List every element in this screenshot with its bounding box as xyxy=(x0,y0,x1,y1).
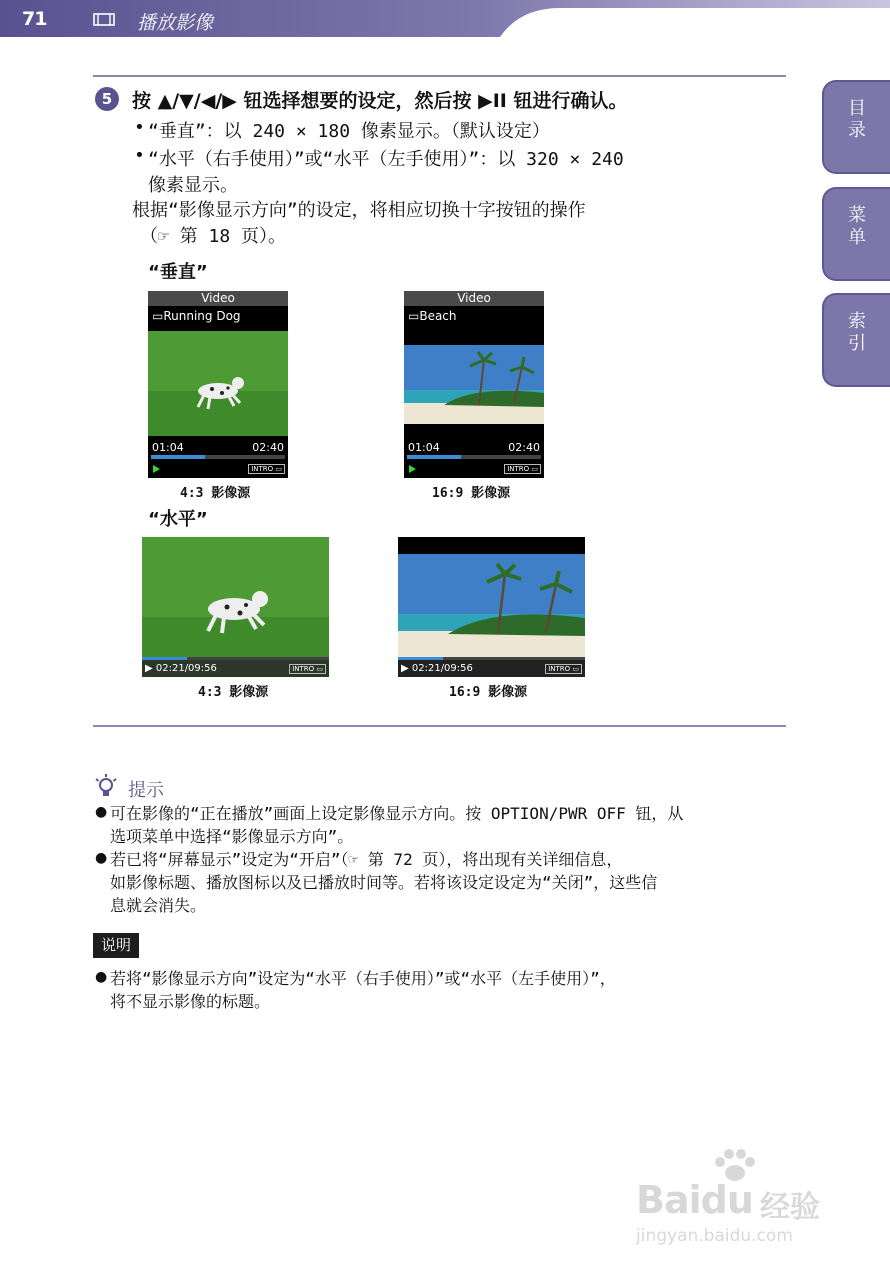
hint-line: 息就会消失。 xyxy=(110,896,207,915)
note-line: 将不显示影像的标题。 xyxy=(110,992,271,1011)
paw-icon xyxy=(712,1148,758,1182)
bullet-dot: ● xyxy=(95,969,108,985)
page-reference-link[interactable]: （☞ 第 18 页）。 xyxy=(140,226,287,247)
beach-photo xyxy=(404,345,544,424)
screen-header: Video xyxy=(148,291,288,306)
hint-line: 若已将“屏幕显示”设定为“开启”（☞ 第 72 页），将出现有关详细信息， xyxy=(110,850,623,869)
page-header xyxy=(0,0,890,37)
total-time: 02:40 xyxy=(252,441,284,454)
status-icons: INTRO ▭ xyxy=(504,464,541,474)
tab-index[interactable] xyxy=(822,293,890,387)
status-icons: INTRO ▭ xyxy=(545,664,582,674)
hint-title: 提示 xyxy=(128,780,164,801)
progress-fill xyxy=(151,455,205,459)
status-icons: INTRO ▭ xyxy=(248,464,285,474)
elapsed-time: 01:04 xyxy=(408,441,440,454)
note-line: 若将“影像显示方向”设定为“水平（右手使用）”或“水平（左手使用）”， xyxy=(110,969,616,988)
progress-bar xyxy=(142,657,329,660)
progress-bar xyxy=(151,455,285,459)
bullet-dot: ● xyxy=(95,804,108,820)
step-number-badge: 5 xyxy=(95,87,119,111)
caption-16x9: 16:9 影像源 xyxy=(449,685,528,700)
play-icon xyxy=(409,465,416,473)
horizontal-screen-4x3 xyxy=(142,537,329,677)
bullet-dot: ● xyxy=(95,850,108,866)
horizontal-label: “水平” xyxy=(148,509,208,530)
caption-4x3: 4:3 影像源 xyxy=(180,486,251,501)
lightbulb-icon xyxy=(94,774,118,800)
beach-photo xyxy=(398,554,585,659)
tab-table-of-contents[interactable] xyxy=(822,80,890,174)
divider-top xyxy=(93,75,786,77)
dalmatian-photo xyxy=(142,537,329,677)
vertical-screen-4x3 xyxy=(148,291,288,478)
dalmatian-photo xyxy=(148,331,288,436)
film-strip-icon xyxy=(93,12,115,27)
tab-label: 目录 xyxy=(845,98,866,142)
watermark-label: 经验 xyxy=(760,1190,820,1225)
page-number: 71 xyxy=(22,8,47,30)
horizontal-screen-16x9 xyxy=(398,537,585,677)
hint-line: 如影像标题、播放图标以及已播放时间等。若将该设定设定为“关闭”，这些信 xyxy=(110,873,658,892)
progress-fill xyxy=(398,657,443,660)
watermark-url: jingyan.baidu.com xyxy=(636,1226,793,1246)
hint-line: 选项菜单中选择“影像显示方向”。 xyxy=(110,827,354,846)
divider-bottom xyxy=(93,725,786,727)
note-badge: 说明 xyxy=(93,933,139,958)
screen-header: Video xyxy=(404,291,544,306)
caption-16x9: 16:9 影像源 xyxy=(432,486,511,501)
progress-fill xyxy=(142,657,187,660)
status-icons: INTRO ▭ xyxy=(289,664,326,674)
tab-menu[interactable] xyxy=(822,187,890,281)
playback-time: ▶ 02:21/09:56 xyxy=(145,663,217,674)
progress-fill xyxy=(407,455,461,459)
header-bar xyxy=(0,0,890,37)
step-instruction: 按 ▲/▼/◀/▶ 钮选择想要的设定，然后按 ▶II 钮进行确认。 xyxy=(132,90,628,112)
play-icon xyxy=(153,465,160,473)
tab-label: 菜单 xyxy=(845,205,866,249)
baidu-watermark xyxy=(634,1148,844,1248)
caption-4x3: 4:3 影像源 xyxy=(198,685,269,700)
vertical-screen-16x9 xyxy=(404,291,544,478)
progress-bar xyxy=(407,455,541,459)
section-title: 播放影像 xyxy=(137,12,214,34)
body-text-line: 根据“影像显示方向”的设定，将相应切换十字按钮的操作 xyxy=(132,200,586,221)
tab-label: 索引 xyxy=(845,311,866,355)
hint-line: 可在影像的“正在播放”画面上设定影像显示方向。按 OPTION/PWR OFF 钮，从 xyxy=(110,804,684,823)
bullet-dot: • xyxy=(134,117,145,138)
vertical-label: “垂直” xyxy=(148,262,208,283)
playback-time: ▶ 02:21/09:56 xyxy=(401,663,473,674)
video-title: ▭Running Dog xyxy=(152,309,241,323)
watermark-brand: Baidu xyxy=(636,1178,753,1222)
bullet-line: 像素显示。 xyxy=(148,175,238,196)
bullet-line: “水平（右手使用）”或“水平（左手使用）”：以 320 × 240 xyxy=(148,149,624,170)
bullet-line: “垂直”：以 240 × 180 像素显示。（默认设定） xyxy=(148,121,550,142)
total-time: 02:40 xyxy=(508,441,540,454)
progress-bar xyxy=(398,657,585,660)
video-title: ▭Beach xyxy=(408,309,457,323)
bullet-dot: • xyxy=(134,145,145,166)
elapsed-time: 01:04 xyxy=(152,441,184,454)
